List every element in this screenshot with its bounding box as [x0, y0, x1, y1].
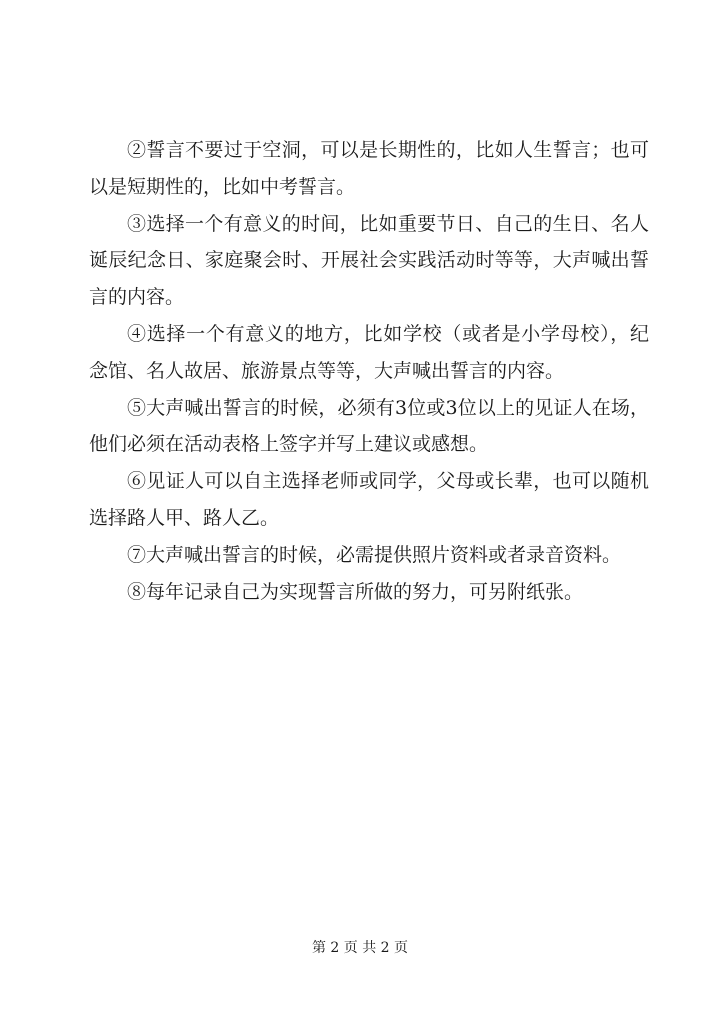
- paragraph-2: ②誓言不要过于空洞，可以是长期性的，比如人生誓言；也可以是短期性的，比如中考誓言。: [89, 139, 649, 198]
- paragraph-7: ⑦大声喊出誓言的时候，必需提供照片资料或者录音资料。: [127, 543, 622, 566]
- document-body: [89, 132, 649, 610]
- paragraph-5: ⑤大声喊出誓言的时候，必须有3位或3位以上的见证人在场，他们必须在活动表格上签字并写上建议或感想。: [89, 396, 649, 456]
- page-number-footer: 第 2 页 共 2 页: [311, 940, 409, 956]
- paragraph-6: ⑥见证人可以自主选择老师或同学，父母或长辈，也可以随机选择路人甲、路人乙。: [89, 470, 649, 529]
- paragraph-4: ④选择一个有意义的地方，比如学校（或者是小学母校），纪念馆、名人故居、旅游景点等等，大声喊出誓言的内容。: [89, 322, 649, 382]
- paragraph-8: ⑧每年记录自己为实现誓言所做的努力，可另附纸张。: [127, 580, 584, 603]
- paragraph-3: ③选择一个有意义的时间，比如重要节日、自己的生日、名人诞辰纪念日、家庭聚会时、开展社会实践活动时等等，大声喊出誓言的内容。: [89, 212, 649, 309]
